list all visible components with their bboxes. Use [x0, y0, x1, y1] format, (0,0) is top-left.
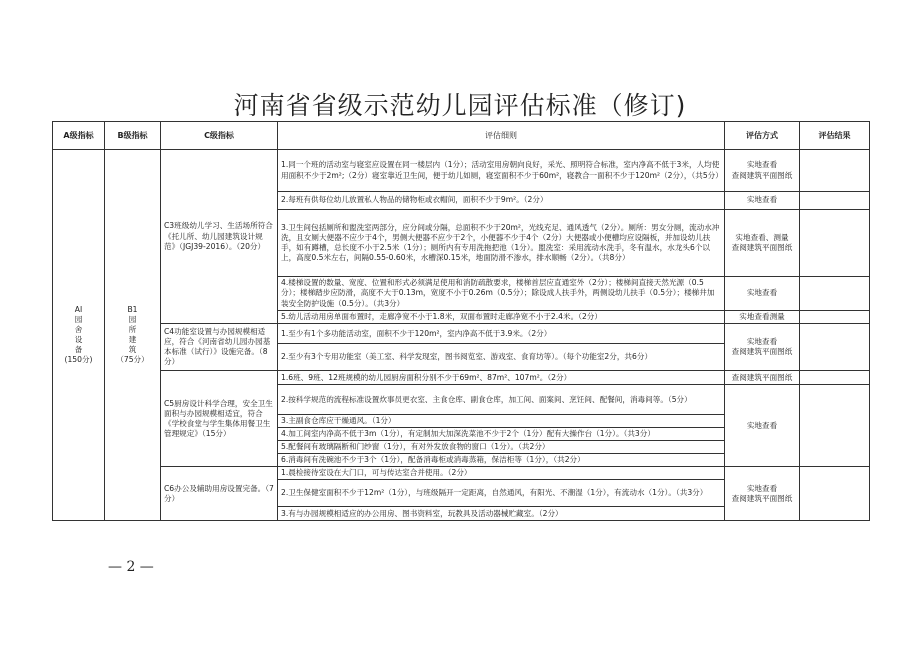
c5-cell: C5厨房设计科学合理，安全卫生面积与办园规模相适宜，符合《学校食堂与学生集体用餐卫生管理规定》（15分）	[161, 371, 278, 467]
detail-c5-6: 6.消毒间有洗碗池不少于3个（1分），配备消毒柜或消毒蒸箱，保洁柜等（1分），（共2分）	[278, 454, 725, 467]
method-cell: 查阅建筑平面图纸	[725, 371, 800, 385]
header-c-level: C级指标	[161, 122, 278, 150]
detail-c5-4: 4.加工间室内净高不低于3m（1分），有定制加大加深洗菜池不少于2个（1分）配有大操作台（1分）。（共3分）	[278, 428, 725, 441]
result-cell[interactable]	[800, 150, 870, 192]
c4-cell: C4功能室设置与办园规模相适应，符合《河南省幼儿园办园基本标准（试行）》设施完备。（8分）	[161, 324, 278, 371]
detail-c6-2: 2.卫生保健室面积不少于12m²（1分），与班级隔开一定距离，自然通风，有阳光、不潮湿（1分），有流动水（1分）。（共3分）	[278, 480, 725, 507]
method-cell: 实地查看	[725, 277, 800, 311]
header-method: 评估方式	[725, 122, 800, 150]
document-title: 河南省省级示范幼儿园评估标准（修订)	[233, 91, 687, 120]
method-cell: 实地查看 查阅建筑平面图纸	[725, 150, 800, 192]
header-b-level: B级指标	[105, 122, 161, 150]
result-cell[interactable]	[800, 311, 870, 324]
result-cell[interactable]	[800, 324, 870, 371]
detail-c4-2: 2.至少有3个专用功能室（美工室、科学发现室，图书阅览室、游戏室、食育坊等）。（每个功能室2分，共6分）	[278, 344, 725, 371]
method-cell: 实地查看 查阅建筑平面图纸	[725, 467, 800, 521]
table-row	[53, 150, 870, 192]
detail-c3-1: 1.同一个班的活动室与寝室应设置在同一楼层内（1分）；活动室用房朝向良好，采光、照明符合标准，室内净高不低于3米，人均使用面积不少于2m²;（2分）寝室靠近卫生间，便于幼儿如厕，寝室面积不少于60m²，寝教合一面积不少于120m²（2分），（共5分）	[278, 150, 725, 192]
result-cell[interactable]	[800, 467, 870, 521]
detail-c3-5: 5.幼儿活动用房单面布置时，走廊净宽不小于1.8米，双面布置时走廊净宽不小于2.4米。（2分）	[278, 311, 725, 324]
detail-c3-2: 2.每班有供每位幼儿放置私人物品的储物柜或衣帽间，面积不少于9m²。（2分）	[278, 192, 725, 210]
result-cell[interactable]	[800, 371, 870, 385]
method-cell: 实地查看 查阅建筑平面图纸	[725, 324, 800, 371]
result-cell[interactable]	[800, 277, 870, 311]
detail-c6-3: 3.有与办园规模相适应的办公用房、图书资料室，玩教具及活动器械贮藏室。（2分）	[278, 507, 725, 521]
page-number: — 2 —	[108, 559, 154, 575]
c6-cell: C6办公及辅助用房设置完备。（7分）	[161, 467, 278, 521]
header-a-level: A级指标	[53, 122, 105, 150]
detail-c3-4: 4.楼梯设置的数量、宽度、位置和形式必须满足使用和消防疏散要求，楼梯首层应直通室外（2分）；楼梯间直接天然光源（0.5分）；楼梯踏步应防滑，高度不大于0.13m，宽度不小于0.26m（0.5分）；除设成人扶手外，两侧设幼儿扶手（0.5分）；楼梯井加装安全防护设施（0.5分）。（共3分）	[278, 277, 725, 311]
detail-c4-1: 1.至少有1个多功能活动室，面积不少于120m²，室内净高不低于3.9米。（2分）	[278, 324, 725, 344]
method-cell: 实地查看	[725, 385, 800, 467]
c3-cell: C3班级幼儿学习、生活场所符合《托儿所、幼儿园建筑设计规范》（JGJ39-2016）。（20分）	[161, 150, 278, 324]
header-result: 评估结果	[800, 122, 870, 150]
table-row	[53, 467, 870, 480]
detail-c3-3: 3.卫生间包括厕所和盥洗室两部分，应分间或分隔，总面积不少于20m²，光线充足、通风透气（2分）。厕所：男女分厕，流动水冲洗，且女厕大便器不应少于4个，男侧大便器不应少于2个，小便器不少于4个（2分）大便器或小便槽均应设隔板，并加设幼儿扶手，如有蹲槽，总长度不小于2.5米（1分）；厕所内有专用洗拖把池（1分）。盥洗室：采用流动水洗手，冬有温水，水龙头6个以上，高度0.5米左右，间隔0.55-0.60米，水槽深0.15米，地面防滑不渗水，排水顺畅（2分）。（共8分）	[278, 210, 725, 277]
evaluation-standard-table	[52, 121, 870, 521]
method-cell: 实地查看测量	[725, 311, 800, 324]
table-row	[53, 371, 870, 385]
result-cell[interactable]	[800, 210, 870, 277]
method-cell: 实地查看、测量 查阅建筑平面图纸	[725, 210, 800, 277]
header-row	[53, 122, 870, 150]
method-cell: 实地查看	[725, 192, 800, 210]
table-row	[53, 324, 870, 344]
result-cell[interactable]	[800, 192, 870, 210]
detail-c5-2: 2.按科学规范的流程标准设置炊事员更衣室、主食仓库、副食仓库，加工间、面案间、烹饪间、配餐间，消毒间等。（5分）	[278, 385, 725, 415]
b-level-cell: B1 园 所 建 筑 （75分）	[105, 150, 161, 521]
detail-c5-1: 1.6班、9班、12班规模的幼儿园厨房面积分别不少于69m²、87m²、107m²。（2分）	[278, 371, 725, 385]
detail-c6-1: 1.晨检接待室设在大门口，可与传达室合并使用。（2分）	[278, 467, 725, 480]
detail-c5-3: 3.主副食仓库应干燥通风。（1分）	[278, 415, 725, 428]
detail-c5-5: 5.配餐间有玻璃隔断和门纱窗（1分），有对外发放食物的窗口（1分）。（共2分）	[278, 441, 725, 454]
a-level-cell: AI 园 舍 设 备 (150分)	[53, 150, 105, 521]
header-detail: 评估细则	[278, 122, 725, 150]
result-cell[interactable]	[800, 385, 870, 467]
